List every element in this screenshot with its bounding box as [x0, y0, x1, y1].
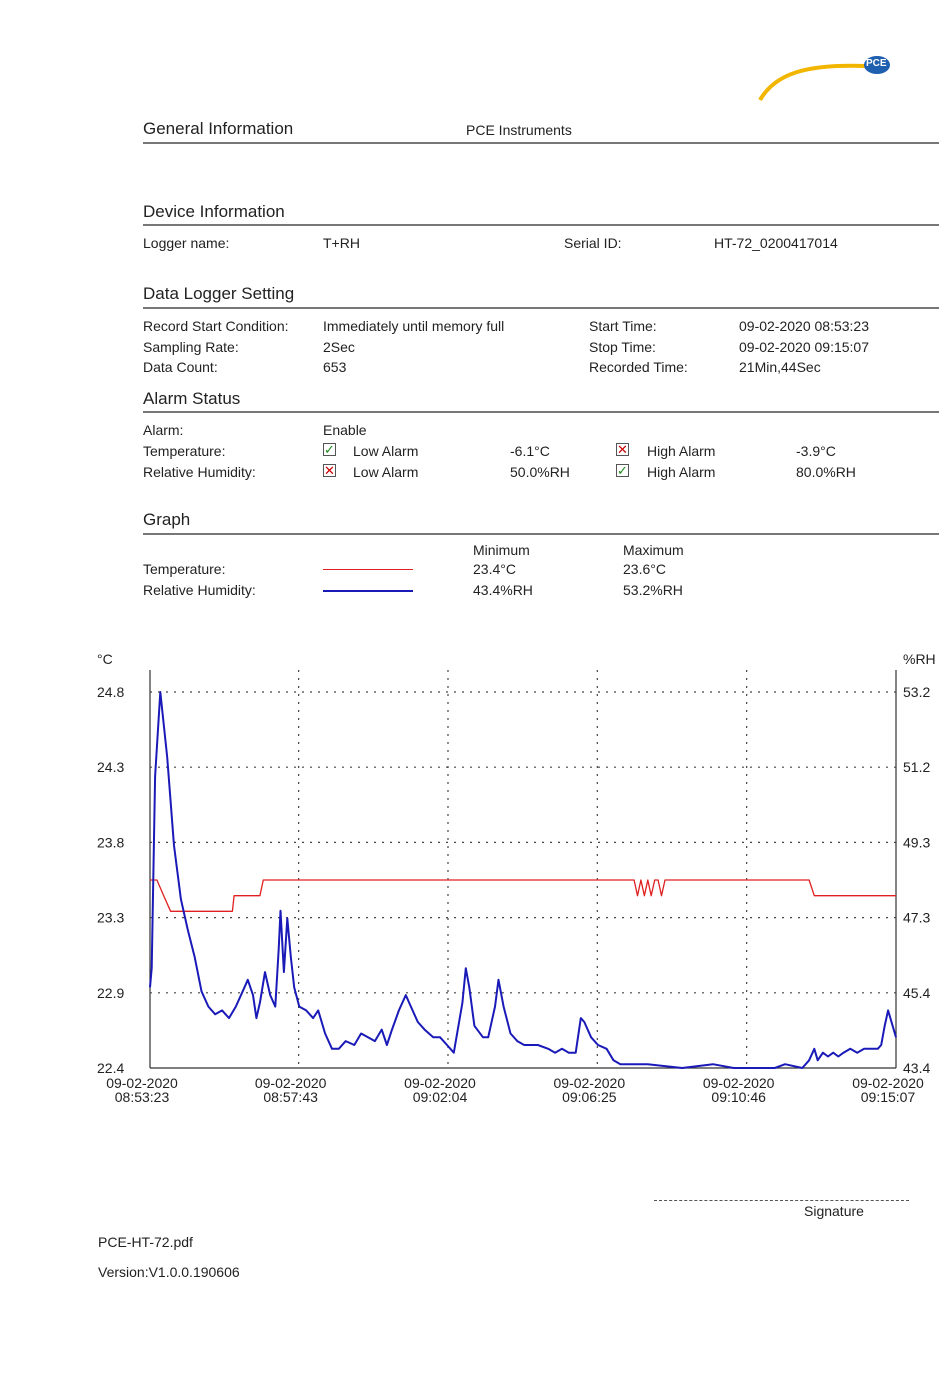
pdf-filename: PCE-HT-72.pdf — [98, 1234, 193, 1250]
section-divider — [143, 224, 939, 226]
legend-rh-line — [323, 590, 413, 592]
x-tick-time: 09:10:46 — [711, 1089, 766, 1105]
rh-high-alarm-check-icon[interactable]: ✓ — [617, 463, 628, 478]
temp-high-alarm-label: High Alarm — [647, 443, 716, 459]
y-tick-label-left: 23.3 — [97, 909, 125, 926]
stop-time-value: 09-02-2020 09:15:07 — [739, 339, 869, 355]
data-count-value: 653 — [323, 359, 347, 375]
recorded-time-label: Recorded Time: — [589, 359, 688, 375]
y-tick-label-left: 22.4 — [97, 1060, 125, 1076]
x-tick-date: 09-02-2020 — [702, 1075, 775, 1091]
rh-low-alarm-cross-icon[interactable]: ✕ — [324, 463, 335, 478]
general-info-title: General Information — [143, 119, 294, 138]
x-tick-time: 09:06:25 — [562, 1089, 617, 1105]
section-divider — [143, 411, 939, 413]
start-condition-label: Record Start Condition: — [143, 318, 289, 334]
alarm-value: Enable — [323, 422, 367, 438]
y-tick-label-right: 45.4 — [903, 984, 931, 1001]
sampling-rate-label: Sampling Rate: — [143, 339, 239, 355]
logo-text: PCE — [866, 58, 887, 69]
rh-low-alarm-value: 50.0%RH — [510, 464, 570, 480]
alarm-label: Alarm: — [143, 422, 184, 438]
alarm-temp-label: Temperature: — [143, 443, 226, 459]
temp-low-alarm-value: -6.1°C — [510, 443, 550, 459]
recorded-time-value: 21Min,44Sec — [739, 359, 821, 375]
y-axis-label-left: °C — [97, 651, 113, 667]
legend-temp-label: Temperature: — [143, 561, 226, 577]
alarm-status-title: Alarm Status — [143, 389, 241, 408]
y-tick-label-right: 53.2 — [903, 684, 931, 700]
serial-id-value: HT-72_0200417014 — [714, 235, 838, 251]
x-tick-date: 09-02-2020 — [404, 1075, 476, 1091]
temp-low-alarm-label: Low Alarm — [353, 443, 419, 459]
rh-low-alarm-label: Low Alarm — [353, 464, 419, 480]
y-tick-label-right: 47.3 — [903, 909, 931, 926]
alarm-rh-label: Relative Humidity: — [143, 464, 256, 480]
rh-high-alarm-value: 80.0%RH — [796, 464, 856, 480]
legend-rh-label: Relative Humidity: — [143, 582, 256, 598]
logger-name-label: Logger name: — [143, 235, 230, 251]
section-divider — [143, 533, 939, 535]
x-tick-time: 08:57:43 — [263, 1089, 318, 1105]
temp-low-alarm-check-icon[interactable]: ✓ — [324, 442, 335, 457]
temperature-humidity-chart — [0, 640, 950, 1140]
signature-label: Signature — [804, 1203, 864, 1219]
section-divider — [143, 307, 939, 309]
legend-temp-line — [323, 569, 413, 570]
x-tick-time: 09:02:04 — [412, 1089, 468, 1105]
y-tick-label-left: 23.8 — [97, 834, 125, 851]
logger-setting-title: Data Logger Setting — [143, 284, 295, 303]
legend-temp-min: 23.4°C — [473, 561, 516, 577]
x-tick-time: 09:15:07 — [860, 1089, 916, 1105]
y-tick-label-right: 43.4 — [903, 1060, 931, 1076]
x-tick-date: 09-02-2020 — [254, 1075, 327, 1091]
y-tick-label-right: 49.3 — [903, 834, 931, 851]
graph-title: Graph — [143, 510, 191, 529]
section-divider — [143, 142, 939, 144]
legend-rh-max: 53.2%RH — [623, 582, 683, 598]
company-name: PCE Instruments — [466, 122, 572, 138]
serial-id-label: Serial ID: — [564, 235, 622, 251]
logger-name-value: T+RH — [323, 235, 360, 251]
signature-line — [654, 1200, 909, 1201]
start-condition-value: Immediately until memory full — [323, 318, 505, 334]
x-tick-time: 08:53:23 — [114, 1089, 170, 1105]
y-axis-label-right: %RH — [903, 651, 936, 667]
data-count-label: Data Count: — [143, 359, 218, 375]
temp-high-alarm-cross-icon[interactable]: ✕ — [617, 442, 628, 457]
y-tick-label-left: 24.3 — [97, 759, 125, 776]
device-info-title: Device Information — [143, 202, 285, 221]
sampling-rate-value: 2Sec — [323, 339, 355, 355]
y-tick-label-left: 24.8 — [97, 684, 125, 700]
rh-high-alarm-label: High Alarm — [647, 464, 716, 480]
minimum-header: Minimum — [473, 542, 530, 558]
temperature-series-line — [150, 880, 896, 911]
legend-temp-max: 23.6°C — [623, 561, 666, 577]
stop-time-label: Stop Time: — [589, 339, 656, 355]
y-tick-label-right: 51.2 — [903, 759, 931, 776]
start-time-label: Start Time: — [589, 318, 657, 334]
company-logo — [755, 54, 895, 104]
version-text: Version:V1.0.0.190606 — [98, 1264, 240, 1280]
maximum-header: Maximum — [623, 542, 684, 558]
x-tick-date: 09-02-2020 — [852, 1075, 924, 1091]
x-tick-date: 09-02-2020 — [106, 1075, 178, 1091]
y-tick-label-left: 22.9 — [97, 984, 125, 1001]
temp-high-alarm-value: -3.9°C — [796, 443, 836, 459]
legend-rh-min: 43.4%RH — [473, 582, 533, 598]
x-tick-date: 09-02-2020 — [553, 1075, 626, 1091]
start-time-value: 09-02-2020 08:53:23 — [739, 318, 869, 334]
